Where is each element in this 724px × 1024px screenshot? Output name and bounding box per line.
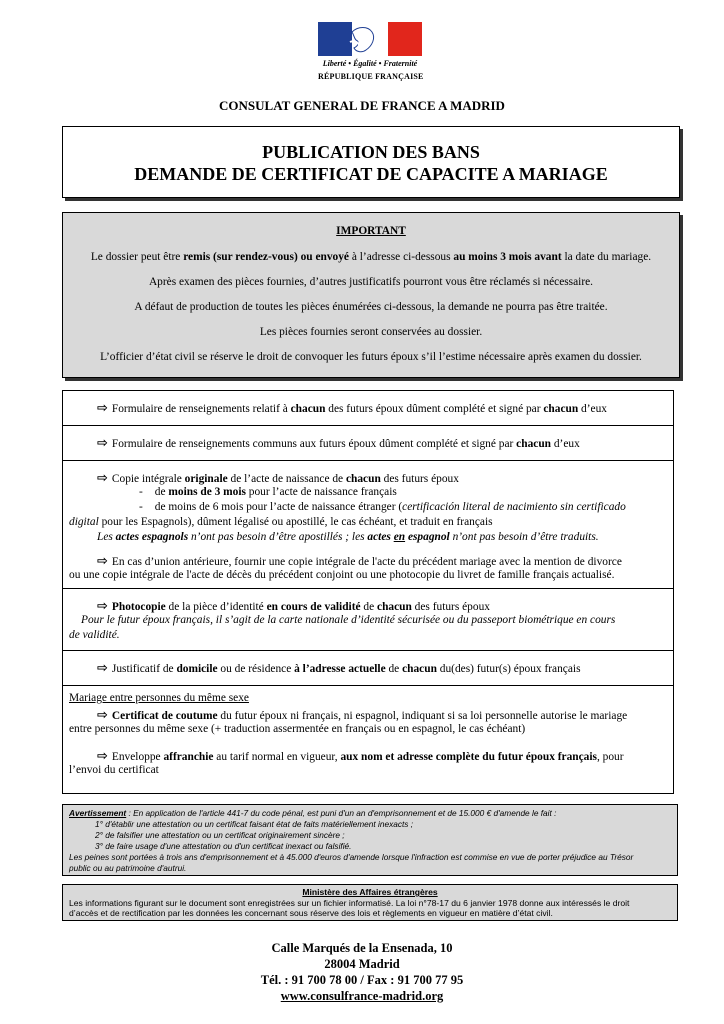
arrow-right-icon: ⇨	[97, 749, 108, 764]
checklist-item-2: ⇨ Formulaire de renseignements communs aux futurs époux dûment complété et signé par chacun d’eux	[63, 426, 673, 461]
page-subtitle: DEMANDE DE CERTIFICAT DE CAPACITE A MARIAGE	[134, 164, 608, 184]
marianne-profile-icon	[346, 22, 382, 56]
tricolor-flag-icon	[318, 22, 422, 56]
arrow-right-icon: ⇨	[97, 708, 108, 723]
checklist-item-5: ⇨ Justificatif de domicile ou de résidence à l’adresse actuelle de chacun du(des) futur(s) époux français	[63, 651, 673, 686]
important-line-3: A défaut de production de toutes les pièces énumérées ci-dessous, la demande ne pourra pas être traitée.	[134, 301, 608, 313]
arrow-right-icon: ⇨	[97, 554, 108, 569]
republic-name: RÉPUBLIQUE FRANÇAISE	[318, 72, 424, 81]
checklist-item-1: ⇨ Formulaire de renseignements relatif à chacun des futurs époux dûment complété et signé par chacun d’eux	[63, 391, 673, 426]
marianne-logo	[318, 22, 424, 84]
checklist-item-3: ⇨ Copie intégrale originale de l’acte de naissance de chacun des futurs époux - de moins de 3 mois pour l’acte de naissance français - de moins de 6 mois pour l’acte de naissance étranger (certificación literal de nacimiento sin certificado digital pour les Espagnols), dûment légalisé ou apostillé, le cas échéant, et traduit en français Les actes espagnols n’ont pas besoin d’être apostillés ; les actes en espagnol n’ont pas besoin d’être traduits. ⇨ En cas d’union antérieure, fournir une copie intégrale de l'acte du précédent mariage avec la mention de divorce ou une copie intégrale de l'acte de décès du précédent conjoint ou une photocopie du livret de famille français actualisé.	[63, 461, 673, 589]
checklist-item-6: Mariage entre personnes du même sexe ⇨ Certificat de coutume du futur époux ni français, ni espagnol, indiquant si sa loi personnelle autorise le mariage entre personnes du même sexe (+ traduction assermentée en français ou en espagnol, le cas échéant) ⇨ Enveloppe affranchie au tarif normal en vigueur, aux nom et adresse complète du futur époux français, pour l’envoi du certificat	[69, 692, 628, 776]
arrow-right-icon: ⇨	[97, 599, 108, 614]
legal-warning: Avertissement : En application de l'article 441-7 du code pénal, est puni d'un an d'emprisonnement et de 15.000 € d'amende le fait : 1° d'établir une attestation ou un certificat faisant état de faits matériellement inexacts ; 2° de falsifier une attestation ou un certificat originairement sincère ; 3° de faire usage d'une attestation ou d'un certificat inexact ou falsifié. Les peines sont portées à trois ans d'emprisonnement et à 45.000 d'euros d'amende lorsque l'infraction est commise en vue de porter préjudice au Trésor public ou au patrimoine d'autrui.	[62, 804, 678, 876]
arrow-right-icon: ⇨	[97, 661, 108, 676]
page-title: PUBLICATION DES BANS	[262, 142, 480, 162]
arrow-right-icon: ⇨	[97, 471, 108, 486]
important-line-1: Le dossier peut être remis (sur rendez-vous) ou envoyé à l’adresse ci-dessous au moins 3 mois avant la date du mariage.	[90, 251, 652, 263]
ministry-heading: Ministère des Affaires étrangères	[302, 887, 438, 897]
address-street: Calle Marqués de la Ensenada, 10	[271, 941, 453, 955]
checklist-item-4: ⇨ Photocopie de la pièce d’identité en cours de validité de chacun des futurs époux Pour le futur époux français, il s’agit de la carte nationale d’identité sécurisée ou du passeport biométrique en cours de validité.	[63, 589, 673, 651]
important-line-4: Les pièces fournies seront conservées au dossier.	[259, 326, 483, 338]
arrow-right-icon: ⇨	[97, 401, 108, 416]
consulate-name: CONSULAT GENERAL DE FRANCE A MADRID	[219, 98, 505, 113]
same-sex-heading: Mariage entre personnes du même sexe	[69, 692, 249, 704]
important-line-5: L’officier d’état civil se réserve le droit de convoquer les futurs époux s’il l’estime nécessaire après examen du dossier.	[100, 351, 642, 363]
title-box	[62, 126, 680, 198]
consulate-contact	[0, 940, 724, 1004]
important-line-2: Après examen des pièces fournies, d’autres justificatifs pourront vous être réclamés si nécessaire.	[148, 276, 594, 288]
important-heading: IMPORTANT	[336, 225, 406, 237]
document-checklist	[62, 390, 674, 794]
republic-motto: Liberté • Égalité • Fraternité	[322, 59, 418, 68]
privacy-notice: Ministère des Affaires étrangères Les informations figurant sur le document sont enregistrées sur un fichier informatisé. La loi n°78-17 du 6 janvier 1978 donne aux intéressés le droit d’accès et de rectification par les données les concernant sous réserve des lois et règlements en vigueur en matière d’état civil.	[62, 884, 678, 921]
phone-fax: Tél. : 91 700 78 00 / Fax : 91 700 77 95	[260, 973, 464, 987]
website-link[interactable]: www.consulfrance-madrid.org	[280, 989, 444, 1003]
arrow-right-icon: ⇨	[97, 436, 108, 451]
important-notice	[62, 212, 680, 378]
address-city: 28004 Madrid	[324, 957, 400, 971]
